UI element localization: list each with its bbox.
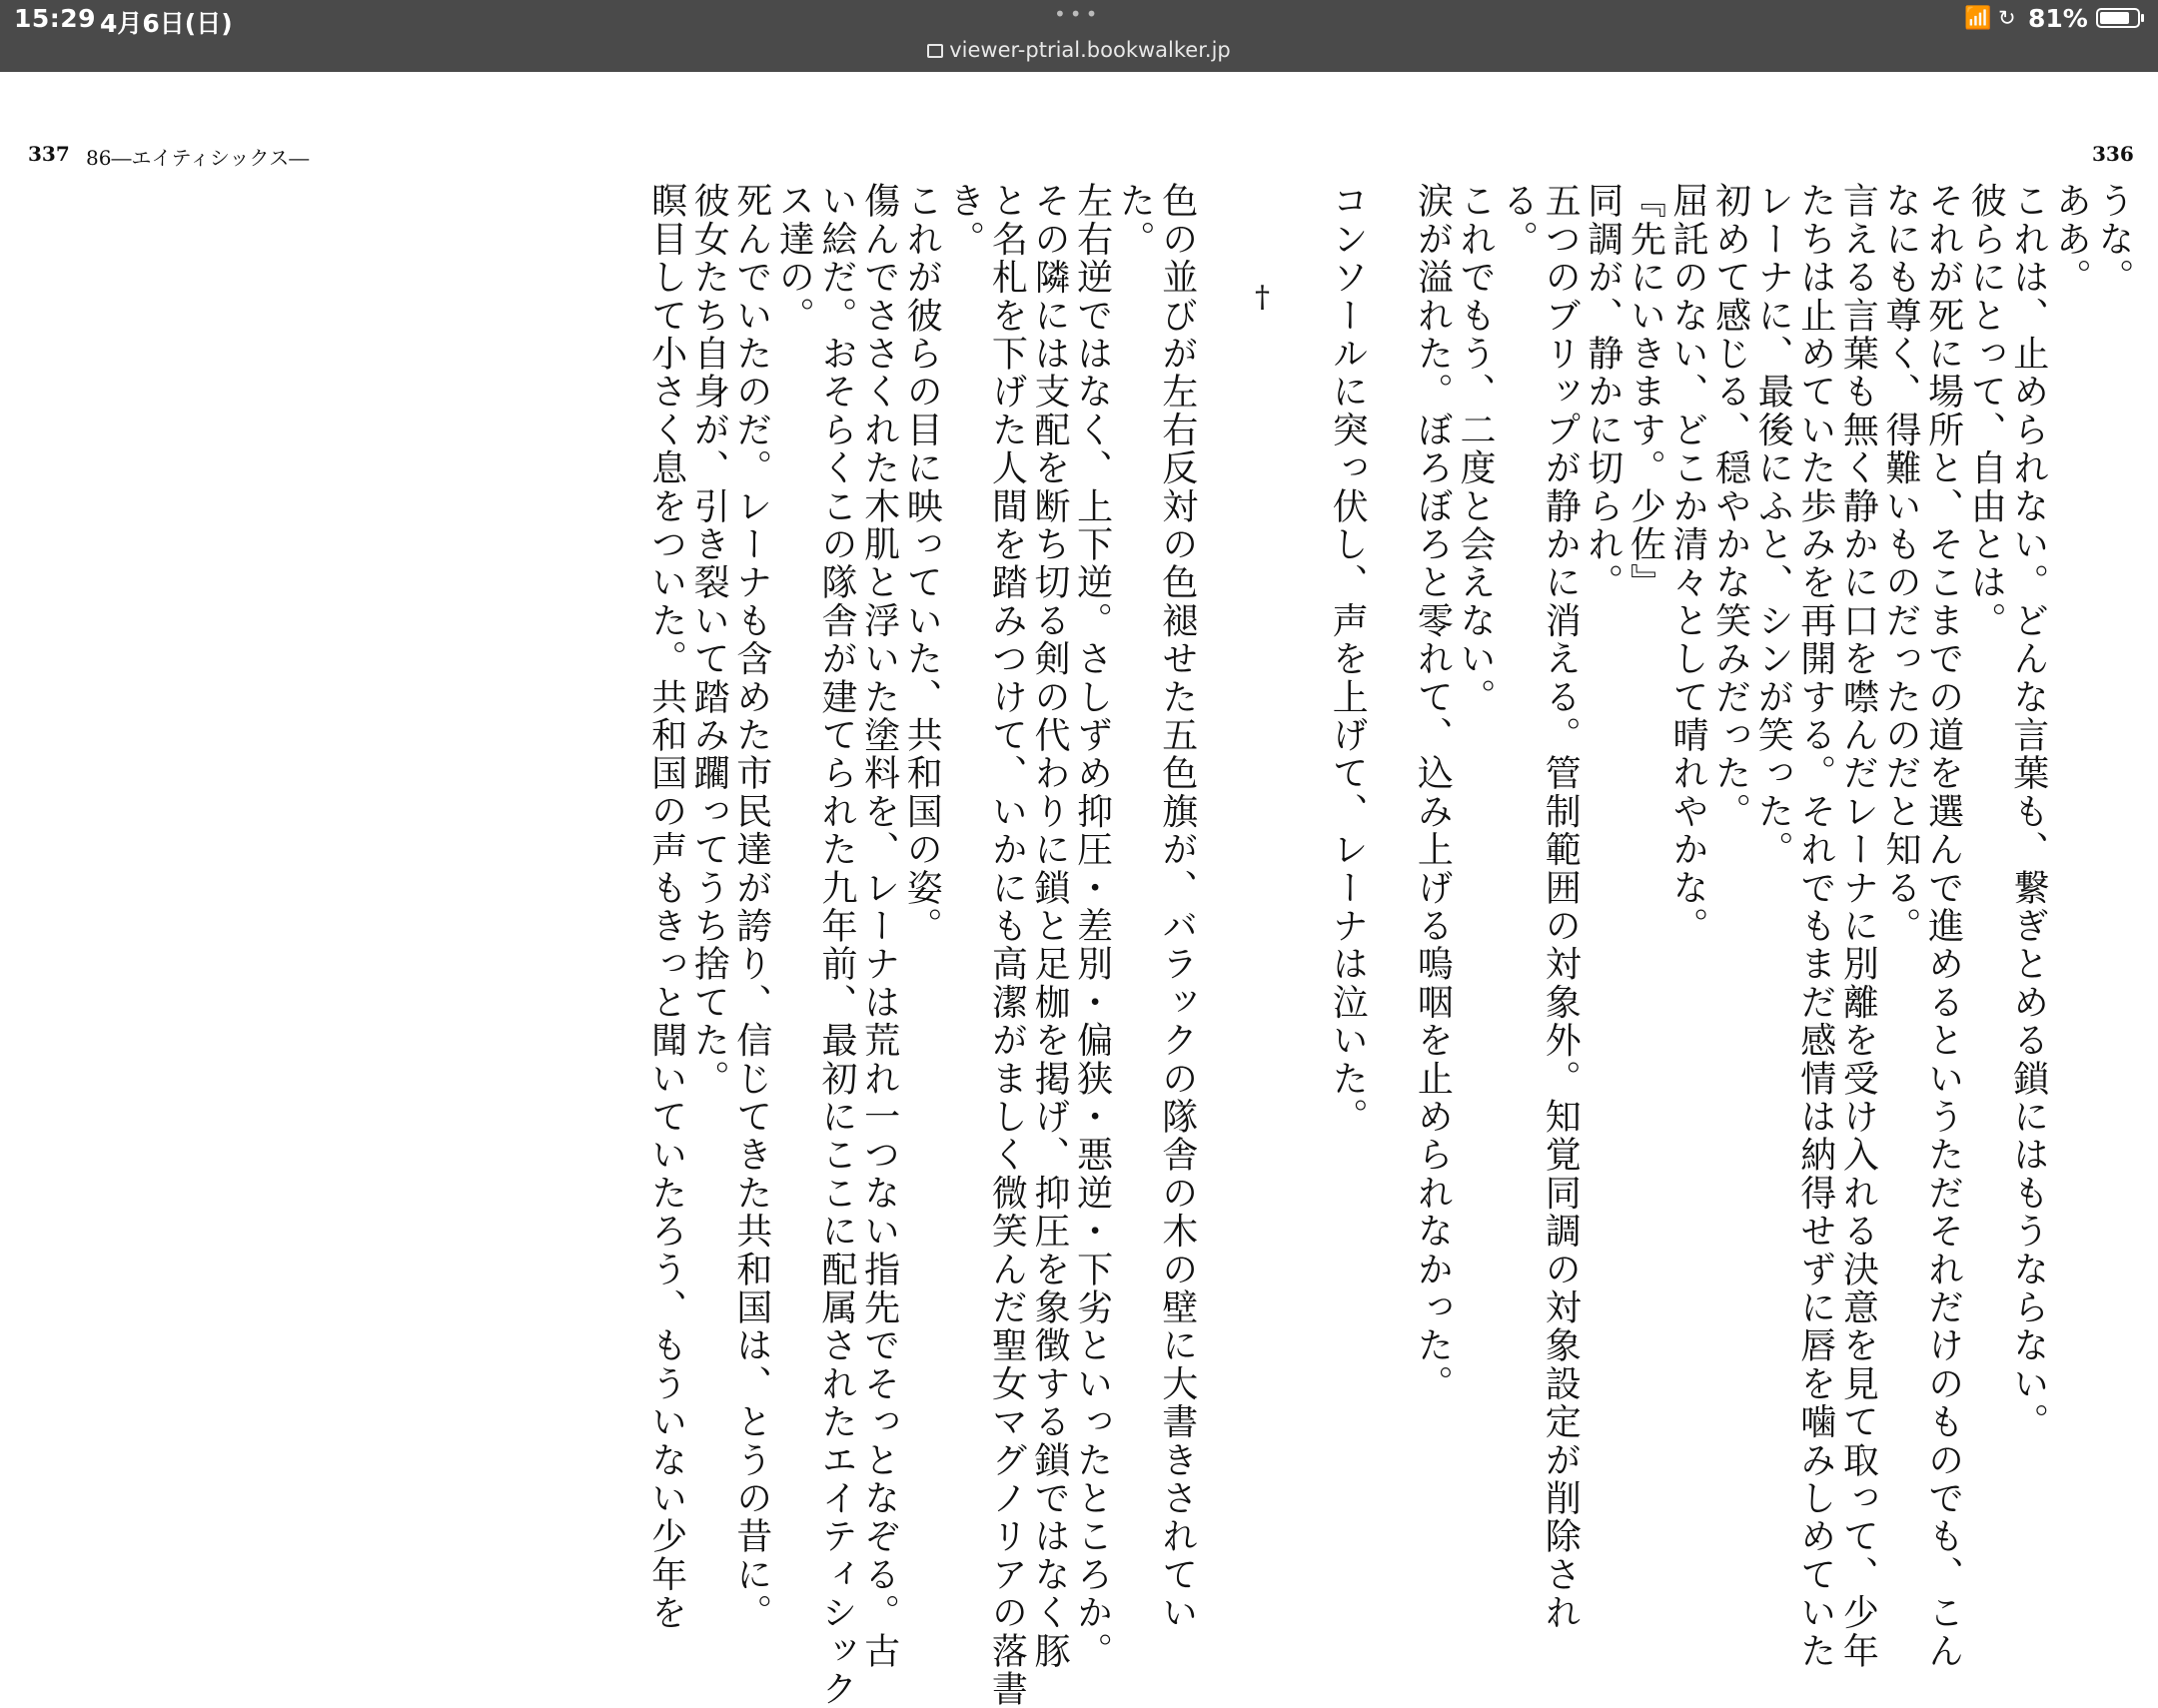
url-text: viewer-ptrial.bookwalker.jp [949,38,1231,62]
battery-nub [2141,14,2144,22]
browser-menu-dots[interactable]: ••• [1054,2,1102,26]
text-column: き。 [943,182,985,259]
text-column: 彼女たち自身が、引き裂いて踏み躙ってうち捨てた。 [688,182,730,1098]
text-column: る。 [1497,182,1539,259]
wifi-icon: 📶 [1964,6,1992,31]
text-column: い絵だ。おそらくこの隊舎が建てられた九年前、最初にここに配属されたエイティシック [816,182,857,1708]
text-column: これが彼らの目に映っていた、共和国の姿。 [901,182,943,945]
text-column: うな。 [2093,182,2134,297]
text-column: と名札を下げた人間を踏みつけて、いかにも高潔がましく微笑んだ聖女マグノリアの落書 [986,182,1028,1708]
text-column: 涙が溢れた。ぼろぼろと零れて、込み上げる嗚咽を止められなかった。 [1412,182,1454,1403]
left-page-number: 337 [28,142,70,166]
text-column: 瞑目して小さく息をついた。共和国の声もきっと聞いていたろう、もういない少年を [645,182,687,1632]
text-column [1365,182,1415,1580]
text-column: それが死に場所と、そこまでの道を選んで進めるというただそれだけのものでも、こん [1922,182,1964,1670]
text-column: 傷んでささくれた木肌と浮いた塗料を、レーナは荒れ一つない指先でそっとなぞる。古 [858,182,900,1670]
text-column: 左右逆ではなく、上下逆。さしずめ抑圧・差別・偏狭・悪逆・下劣といったところか。 [1071,182,1113,1670]
text-column [1280,182,1330,1580]
battery-fill [2100,12,2129,24]
text-column: その隣には支配を断ち切る剣の代わりに鎖と足枷を掲げ、抑圧を象徴する鎖ではなく豚 [1029,182,1070,1670]
text-column: 彼らにとって、自由とは。 [1965,182,2007,640]
text-column: 『先にいきます。少佐』 [1624,182,1666,602]
text-column: なにも尊く、得難いものだったのだと知る。 [1880,182,1921,945]
text-column: † [1245,280,1280,318]
battery-icon [2096,8,2140,28]
text-column: 同調が、静かに切られ。 [1582,182,1623,602]
lock-icon [927,44,943,58]
text-column: ス達の。 [773,182,815,335]
right-page-number: 336 [2092,142,2134,166]
rotation-lock-icon: ↻ [1998,6,2016,30]
battery-percent: 81% [2028,4,2088,33]
text-column: コンソールに突っ伏し、声を上げて、レーナは泣いた。 [1327,182,1369,1136]
text-column: これは、止められない。どんな言葉も、繋ぎとめる鎖にはもうならない。 [2007,182,2049,1441]
text-column: ああ。 [2050,182,2092,297]
text-column: 色の並びが左右反対の色褪せた五色旗が、バラックの隊舎の木の壁に大書きされてい [1156,182,1198,1632]
text-column [1194,182,1244,1580]
text-column: 言える言葉も無く静かに口を噤んだレーナに別離を受け入れる決意を見て取って、少年 [1837,182,1879,1670]
text-column: 屈託のない、どこか清々として晴れやかな。 [1667,182,1708,945]
text-column: 五つのブリップが静かに消える。管制範囲の対象外。知覚同調の対象設定が削除され [1540,182,1582,1632]
status-bar [0,0,2158,72]
text-column: これでもう、二度と会えない。 [1455,182,1496,716]
text-column: 死んでいたのだ。レーナも含めた市民達が誇り、信じてきた共和国は、とうの昔に。 [730,182,772,1632]
text-column: た。 [1114,182,1156,259]
text-column: 初めて感じる、穏やかな笑みだった。 [1709,182,1751,831]
book-title: 86―エイティシックス― [86,146,310,170]
status-time: 15:29 [14,4,97,33]
status-date: 4月6日(日) [100,9,233,38]
text-column: たちは止めていた歩みを再開する。それでもまだ感情は納得せずに唇を噛みしめていた [1794,182,1836,1670]
text-column: レーナに、最後にふと、シンが笑った。 [1752,182,1794,869]
address-bar[interactable] [0,38,2158,62]
